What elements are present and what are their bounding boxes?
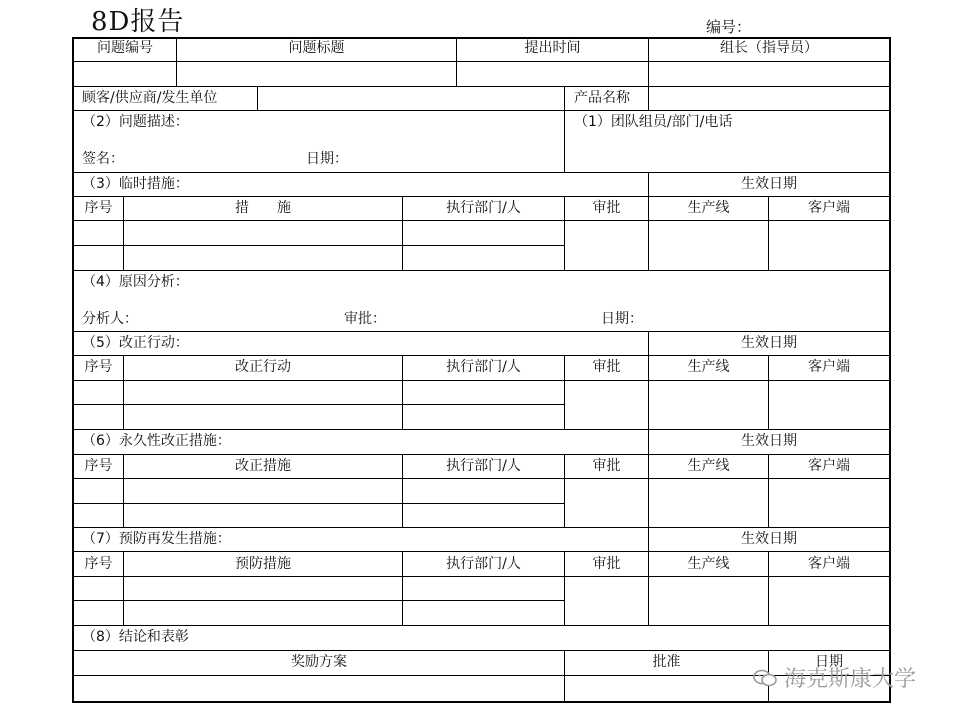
raised-time-header: 提出时间 [524, 40, 581, 56]
col-production-line: 生产线 [687, 200, 730, 216]
raised-time-field[interactable] [457, 62, 648, 86]
problem-number-field[interactable] [74, 62, 176, 86]
corrective-action-label: （5）改正行动： [82, 335, 189, 351]
col-customer-side: 客户端 [808, 556, 850, 572]
col-executor: 执行部门/人 [446, 556, 521, 572]
team-members-label: （1）团队组员/部门/电话 [574, 114, 733, 130]
root-cause-analyst-label: 分析人： [82, 311, 138, 327]
product-name-label: 产品名称 [574, 90, 630, 106]
root-cause-date-label: 日期： [601, 311, 643, 327]
col-executor: 执行部门/人 [446, 458, 521, 474]
conclusion-label: （8）结论和表彰 [82, 629, 189, 645]
permanent-effective-date-header: 生效日期 [741, 433, 797, 449]
temporary-measures-label: （3）临时措施： [82, 176, 189, 192]
col-production-line: 生产线 [687, 458, 730, 474]
wechat-icon [752, 668, 778, 688]
root-cause-label: （4）原因分析： [82, 274, 189, 290]
col-executor: 执行部门/人 [446, 200, 521, 216]
col-approval: 审批 [592, 458, 621, 474]
team-leader-header: 组长（指导员） [720, 40, 818, 56]
temporary-measures-rows[interactable] [74, 221, 564, 270]
col-seq: 序号 [84, 556, 113, 572]
approval-field[interactable] [565, 676, 768, 701]
col-approval: 审批 [592, 359, 621, 375]
product-name-field[interactable] [649, 87, 889, 110]
watermark-text: 海克斯康大学 [784, 667, 917, 692]
doc-number-label: 编号： [706, 18, 752, 36]
col-corrective-measures: 改正措施 [235, 458, 291, 474]
problem-title-field[interactable] [177, 62, 456, 86]
col-production-line: 生产线 [687, 556, 730, 572]
customer-unit-label: 顾客/供应商/发生单位 [82, 90, 218, 106]
col-customer-side: 客户端 [808, 200, 850, 216]
problem-description-sign-label: 签名： [82, 151, 124, 167]
col-customer-side: 客户端 [808, 458, 850, 474]
approval-header: 批准 [652, 654, 681, 670]
prevention-effective-date-header: 生效日期 [741, 531, 797, 547]
col-approval: 审批 [592, 556, 621, 572]
problem-number-header: 问题编号 [97, 40, 153, 56]
corrective-effective-date-header: 生效日期 [741, 335, 797, 351]
report-title: 8D报告 [91, 7, 185, 37]
watermark [752, 662, 916, 693]
permanent-correction-label: （6）永久性改正措施： [82, 433, 231, 449]
col-production-line: 生产线 [687, 359, 730, 375]
problem-title-header: 问题标题 [288, 40, 345, 56]
customer-unit-field[interactable] [258, 87, 564, 110]
col-corrective-action: 改正行动 [235, 359, 291, 375]
col-executor: 执行部门/人 [446, 359, 521, 375]
temporary-effective-date-header: 生效日期 [741, 176, 797, 192]
col-seq: 序号 [84, 359, 113, 375]
col-customer-side: 客户端 [808, 359, 850, 375]
reward-plan-header: 奖励方案 [291, 654, 347, 670]
root-cause-approve-label: 审批： [344, 311, 386, 327]
reward-plan-field[interactable] [74, 676, 564, 701]
col-measures: 措 施 [235, 200, 291, 216]
team-leader-field[interactable] [649, 62, 889, 86]
problem-description-label: （2）问题描述： [82, 114, 189, 130]
date-header: 日期 [815, 654, 843, 670]
col-preventive-measures: 预防措施 [235, 556, 291, 572]
col-seq: 序号 [84, 200, 113, 216]
prevention-label: （7）预防再发生措施： [82, 531, 231, 547]
col-seq: 序号 [84, 458, 113, 474]
problem-description-date-label: 日期： [306, 151, 348, 167]
col-approval: 审批 [592, 200, 621, 216]
